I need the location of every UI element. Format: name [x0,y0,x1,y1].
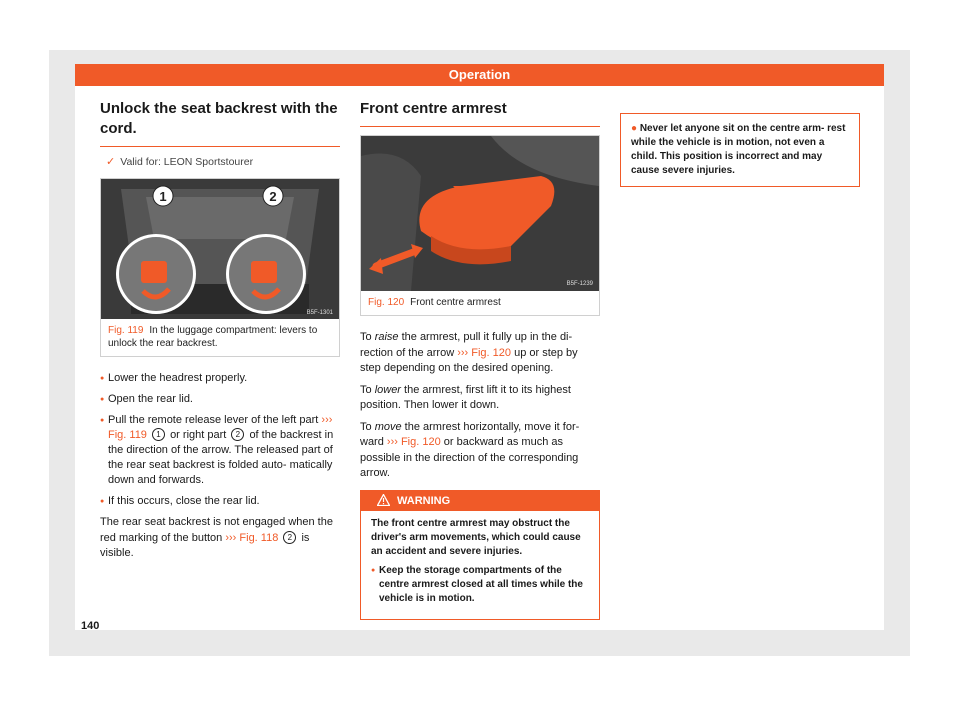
warning-text: The front centre armrest may obstruct the driver's arm movements, which could cause an accident and severe injuries. [371,517,581,557]
validity-text: Valid for: LEON Sportstourer [120,155,254,168]
warning-body [361,511,599,606]
manual-page [75,64,884,630]
column-left [100,99,340,568]
figure-caption [101,319,339,356]
figure-code: B5F-1301 [306,310,333,316]
paragraph: The rear seat backrest is not engaged when the red marking of the button ››› Fig. 118 2 is visible. [100,516,333,559]
check-icon: ✓ [106,156,116,168]
number-callout: 1 [152,428,165,441]
callout-1: 1 [159,189,167,204]
figure-120 [360,135,600,316]
cross-reference: ››› Fig. 120 [457,346,512,359]
luggage-compartment-illustration [101,179,339,319]
validity-note [100,155,340,168]
number-callout: 2 [283,531,296,544]
number-callout: 2 [231,428,244,441]
armrest-illustration [361,136,599,291]
warning-bullet: ● Keep the storage compartments of the centre armrest closed at all times while the vehicle is in motion. [371,564,591,606]
warning-title: WARNING [397,494,451,507]
section-header: Operation [75,64,884,86]
section-heading: Front centre armrest [360,99,600,127]
figure-code: B5F-1239 [566,281,593,287]
figure-number: Fig. 120 [368,297,405,308]
column-middle [360,99,600,620]
warning-header [361,491,599,511]
cross-reference: ››› Fig. 120 [386,436,441,448]
warning-icon [377,494,390,509]
paragraph: To move the armrest horizontally, move it for- ward ››› Fig. 120 or backward as much as possible in the direction of the corresponding arrow. [360,420,580,479]
paragraph: To raise the armrest, pull it fully up in the di- rection of the arrow ››› Fig. 120 up or step by step depending on the desired opening. [360,331,578,374]
cross-reference: ››› Fig. 118 [225,531,279,544]
caption-text: Front centre armrest [410,297,501,308]
list-item: ● Open the rear lid. [100,392,340,407]
caption-text: In the luggage compartment: levers to unlock the rear backrest. [108,325,318,349]
warning-box [360,490,600,620]
list-item: ● Lower the headrest properly. [100,371,340,386]
paragraph: To lower the armrest, first lift it to its highest position. Then lower it down. [360,383,571,411]
warning-continuation-box [620,113,860,187]
callout-2: 2 [269,189,277,204]
warning-text: Never let anyone sit on the centre arm- rest while the vehicle is in motion, not even a child. This position is incorrect and may cause severe injuries. [631,123,846,176]
section-heading: Unlock the seat backrest with the cord. [100,99,340,147]
list-item: ● If this occurs, close the rear lid. [100,494,340,509]
steps-list [100,371,340,509]
figure-number: Fig. 119 [108,325,144,336]
cross-reference: ››› Fig. 119 [108,414,333,441]
page-frame [49,50,910,656]
list-item: ● Pull the remote release lever of the left part ››› Fig. 119 1 or right part 2 of the backrest in the direction of the arrow. The released part of the rear seat backrest is folded auto- matically down and forwards. [100,413,340,488]
figure-caption [361,291,599,315]
bullet-icon: ● [631,123,640,134]
column-right [620,99,860,187]
figure-119 [100,178,340,357]
page-number: 140 [81,620,100,632]
